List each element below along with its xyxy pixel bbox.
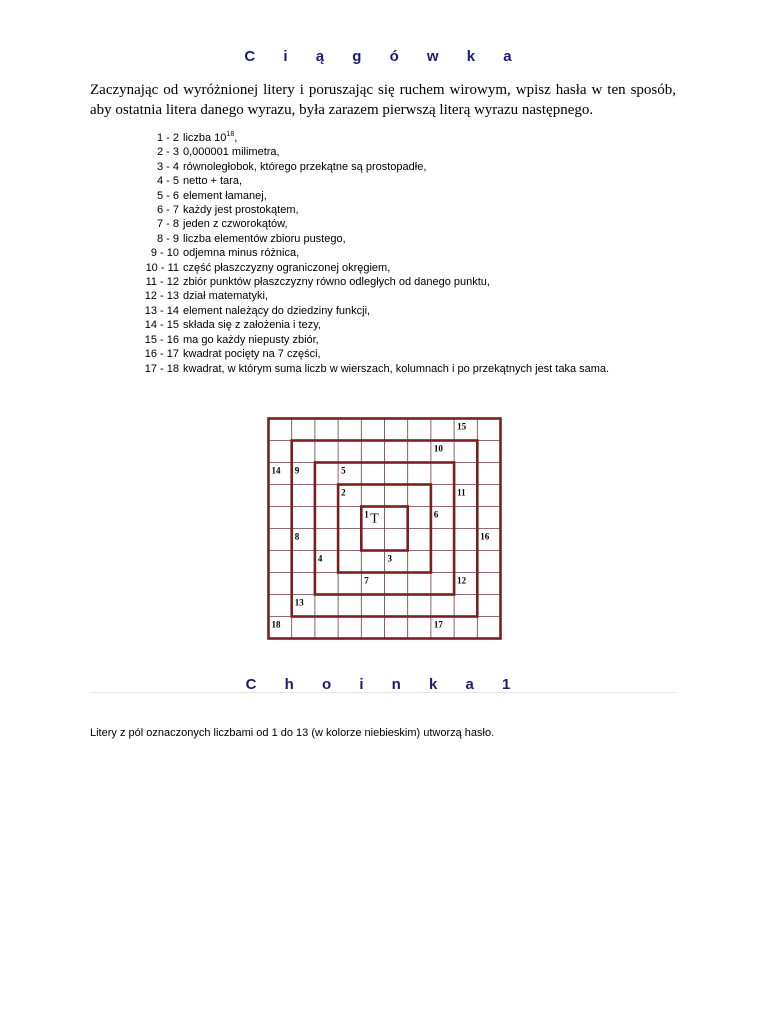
clue-item [133,347,609,361]
puzzle-instructions: Zaczynając od wyróżnionej litery i poruszając się ruchem wirowym, wpisz hasła w ten sposób, aby ostatnia litera danego wyrazu, była zarazem pierwszą literą wyrazu następnego. [90,82,676,118]
grid-cell-number: 9 [294,465,300,476]
grid-cell-number: 16 [480,531,490,542]
grid-cell-number: 2 [341,487,346,498]
section-title-choinka: C h o i n k a 1 [245,676,523,693]
clue-number: 8 - 9 [156,232,179,245]
clue-number: 7 - 8 [156,218,179,231]
clue-text: element należący do dziedziny funkcji, [183,304,371,317]
clue-number: 5 - 6 [156,189,179,202]
clue-item [133,318,609,332]
clue-text: kwadrat, w którym suma liczb w wierszach, kolumnach i po przekątnych jest taka sama. [183,362,610,375]
clue-number: 6 - 7 [156,204,179,217]
clue-number: 17 - 18 [144,362,179,375]
clue-number: 1 - 2 [156,132,179,144]
clue-item [133,333,609,347]
clue-text: netto + tara, [183,175,243,188]
grid-cell-number: 12 [457,575,467,586]
clue-item [133,362,609,376]
clue-text: część płaszczyzny ograniczonej okręgiem, [183,261,391,274]
grid-cell-number: 15 [457,421,467,432]
clue-number: 16 - 17 [144,348,179,361]
clue-number: 12 - 13 [144,290,179,303]
grid-cell-number: 10 [433,443,443,454]
clue-suffix: , [234,132,238,144]
grid-cell-number: 5 [341,465,346,476]
clue-item [133,275,609,289]
grid-cell-number: 1 [364,509,369,520]
clue-item [133,261,609,275]
grid-cell-number: 13 [294,597,304,608]
clue-text: element łamanej, [183,189,267,202]
clue-item [133,189,609,203]
clue-text: liczba elementów zbioru pustego, [183,232,346,245]
clue-item [133,232,609,246]
clue-text: dział matematyki, [183,290,268,303]
clue-text: zbiór punktów płaszczyzny równo odległych od danego punktu, [183,276,490,289]
clue-item [133,160,609,174]
clue-item [133,217,609,231]
clue-text: kwadrat pocięty na 7 części, [183,348,321,361]
clue-text: odjemna minus różnica, [183,247,300,260]
clue-text: jeden z czworokątów, [183,218,288,231]
grid-cell-number: 4 [317,553,323,564]
choinka-instructions: Litery z pól oznaczonych liczbami od 1 do 13 (w kolorze niebieskim) utworzą hasło. [90,727,495,739]
clue-number: 9 - 10 [150,247,179,260]
clue-text: równoległobok, którego przekątne są prostopadłe, [183,160,427,173]
clue-text: 0,000001 milimetra, [183,146,280,159]
grid-cell-number: 17 [433,619,443,630]
clue-text: składa się z założenia i tezy, [183,319,321,332]
grid-cell-number: 8 [294,531,300,542]
clue-item [133,289,609,303]
clue-item [133,145,609,159]
section-divider [90,692,676,693]
clue-number: 3 - 4 [156,160,179,173]
grid-cell-number: 18 [271,619,281,630]
grid-cell-number: 11 [457,487,466,498]
clue-item [133,246,609,260]
clue-number: 4 - 5 [156,175,179,188]
clue-item [133,203,609,217]
grid-cell-number: 3 [387,553,392,564]
clue-number: 14 - 15 [144,319,179,332]
clue-number: 13 - 14 [144,304,179,317]
clue-exponent: 18 [226,131,235,138]
clue-text: każdy jest prostokątem, [183,204,299,217]
grid-cell-number: 7 [364,575,369,586]
clue-item [133,131,609,145]
clue-number: 2 - 3 [156,146,179,159]
clue-number: 15 - 16 [144,333,179,346]
clue-item [133,304,609,318]
page-title: C i ą g ó w k a [244,48,524,65]
clue-list [133,131,609,376]
start-letter: T [370,511,379,527]
clue-text: ma go każdy niepusty zbiór, [183,333,319,346]
grid-cell-number: 14 [271,465,281,476]
clue-text: liczba 10 [183,132,227,144]
clue-item [133,174,609,188]
clue-number: 10 - 11 [145,261,179,274]
spiral-crossword-grid [267,417,503,640]
grid-cell-number: 6 [433,509,439,520]
clue-number: 11 - 12 [145,276,179,289]
